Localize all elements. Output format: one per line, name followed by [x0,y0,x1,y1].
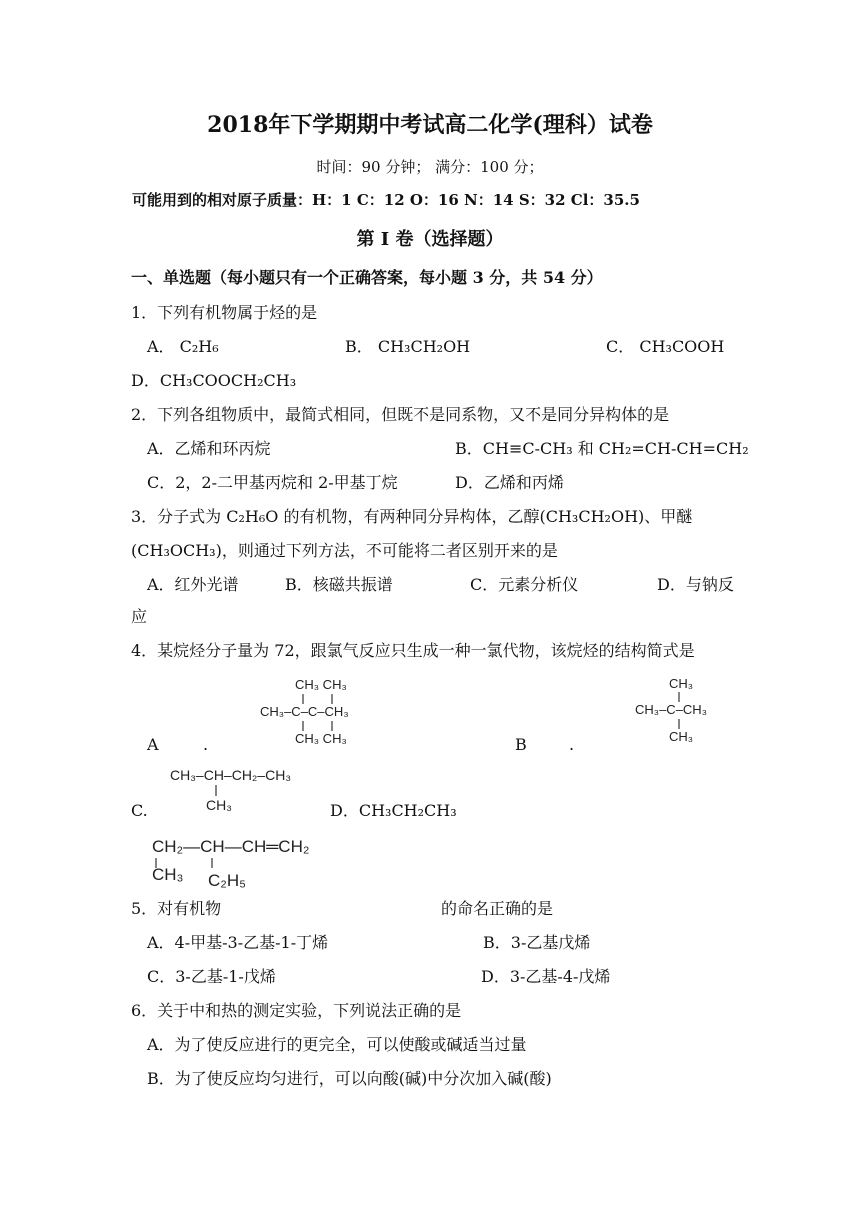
structure-a-top: CH₃ CH₃ [295,677,347,692]
question-3-option-a: A．红外光谱 [147,575,239,594]
structure-q5-mid-branch: C₂H₅ [208,871,247,890]
question-6-option-a: A．为了使反应进行的更完全，可以使酸或碱适当过量 [147,1035,527,1054]
question-5-option-d: D．3-乙基-4-戊烯 [481,967,611,986]
question-4-option-d: D．CH₃CH₂CH₃ [330,801,457,820]
question-4-option-a: A [147,735,159,754]
section-title: 一、单选题（每小题只有一个正确答案，每小题 3 分，共 54 分） [131,268,603,287]
question-3-option-d: D．与钠反 [657,575,734,594]
question-4-option-b: B [515,735,527,754]
structure-a [255,672,390,752]
question-1-option-d: D．CH₃COOCH₂CH₃ [131,371,297,390]
question-4-option-c: C. [131,801,148,820]
question-2-option-b: B．CH≡C-CH₃ 和 CH₂=CH-CH=CH₂ [455,439,749,458]
structure-c [166,760,336,820]
question-3-stem-line1: 3．分子式为 C₂H₆O 的有机物，有两种同分异构体，乙醇(CH₃CH₂OH)、甲醚 [131,507,693,526]
question-3-option-b: B．核磁共振谱 [285,575,393,594]
question-3-option-d-wrap: 应 [131,607,148,626]
structure-c-branch: CH₃ [206,797,232,813]
atomic-masses: 可能用到的相对原子质量：H：1 C：12 O：16 N：14 S：32 Cl：35.5 [132,191,640,209]
question-1-option-a: A． C₂H₆ [147,337,219,356]
question-6-option-b: B．为了使反应均匀进行，可以向酸(碱)中分次加入碱(酸) [147,1069,552,1088]
question-1-option-b: B． CH₃CH₂OH [345,337,471,356]
question-5-stem-prefix: 5．对有机物 [131,899,222,918]
structure-q5-main: CH₂—CH—CH═CH₂ [152,837,310,856]
question-2-option-c: C．2，2-二甲基丙烷和 2-甲基丁烷 [147,473,398,492]
structure-a-main: CH₃–C–C–CH₃ [260,704,349,719]
structure-c-main: CH₃–CH–CH₂–CH₃ [170,767,292,783]
question-6-stem: 6．关于中和热的测定实验，下列说法正确的是 [131,1001,462,1020]
exam-title: 2018年下学期期中考试高二化学(理科）试卷 [207,112,653,138]
structure-a-bottom: CH₃ CH₃ [295,731,347,746]
question-5-option-a: A．4-甲基-3-乙基-1-丁烯 [147,933,329,952]
structure-b [632,672,732,748]
structure-b-main: CH₃–C–CH₃ [635,702,707,717]
question-2-option-a: A．乙烯和环丙烷 [147,439,271,458]
question-2-option-d: D．乙烯和丙烯 [455,473,564,492]
question-4-option-a-dot: . [203,735,209,754]
question-1-stem: 1．下列有机物属于烃的是 [131,303,318,322]
exam-time-score: 时间：90 分钟； 满分：100 分； [316,158,544,176]
question-5-stem-suffix: 的命名正确的是 [441,899,554,918]
question-4-option-b-dot: . [569,735,575,754]
question-5-option-c: C．3-乙基-1-戊烯 [147,967,276,986]
structure-q5-left-branch: CH₃ [152,865,184,884]
question-3-option-c: C．元素分析仪 [470,575,579,594]
part-title: 第 I 卷（选择题） [356,229,504,250]
structure-q5 [148,830,338,892]
question-2-stem: 2．下列各组物质中，最简式相同，但既不是同系物，又不是同分异构体的是 [131,405,670,424]
question-4-stem: 4．某烷烃分子量为 72，跟氯气反应只生成一种一氯代物，该烷烃的结构简式是 [131,641,695,660]
question-1-option-c: C． CH₃COOH [606,337,725,356]
question-3-stem-line2: (CH₃OCH₃)，则通过下列方法，不可能将二者区别开来的是 [131,541,558,560]
question-5-option-b: B．3-乙基戊烯 [483,933,591,952]
structure-b-top: CH₃ [669,676,694,691]
structure-b-bottom: CH₃ [669,729,694,744]
